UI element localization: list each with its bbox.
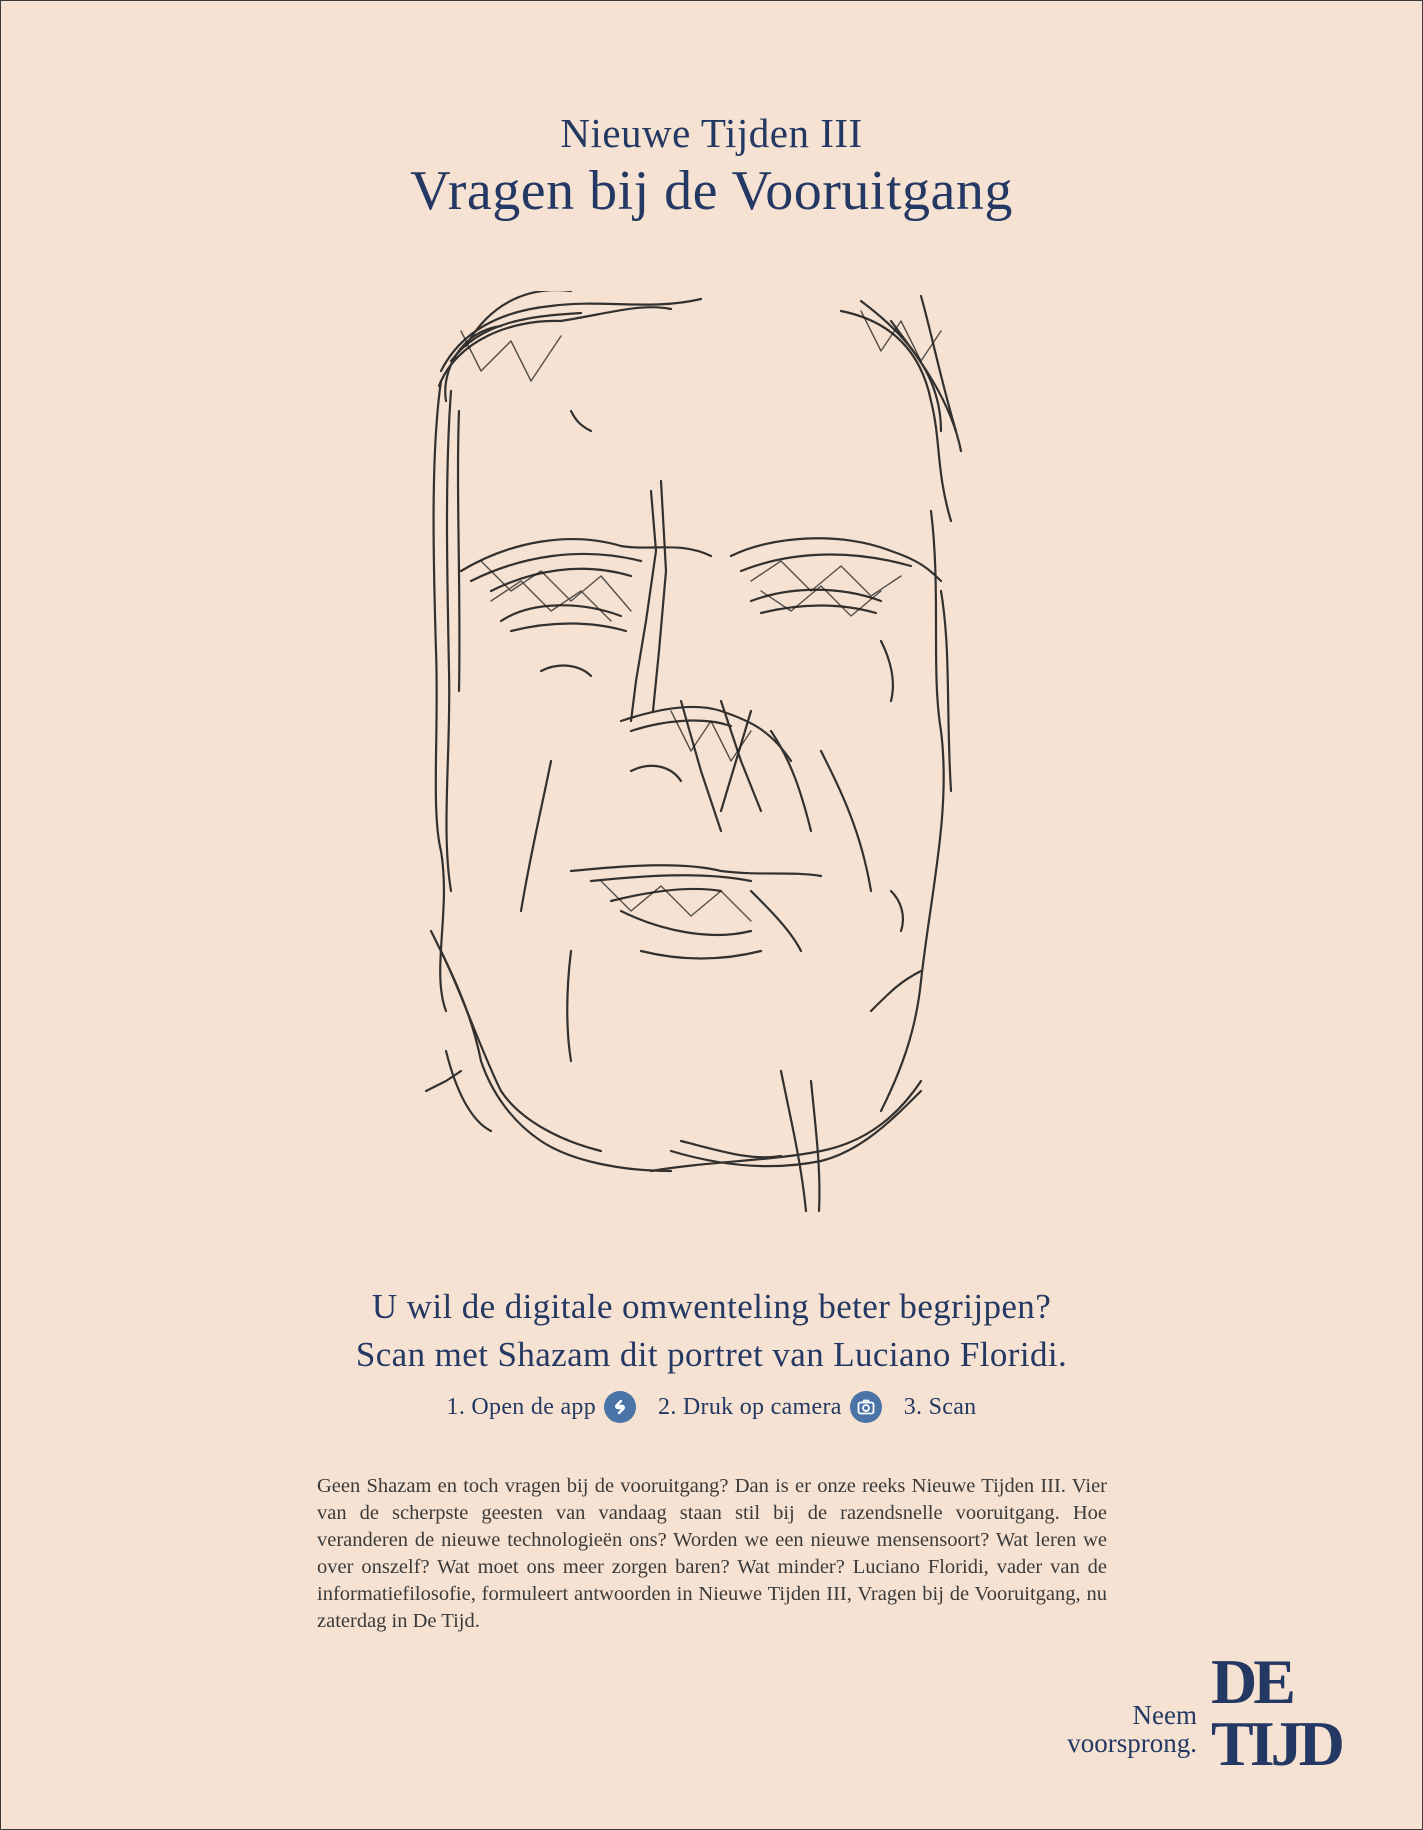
step-press-camera [658,1391,882,1423]
logo-line-2: TIJD [1211,1708,1341,1775]
headline [1,1283,1422,1379]
de-tijd-logo [1209,1645,1359,1775]
step-scan [904,1394,977,1421]
step-label: 3. Scan [903,1393,977,1420]
step-label: 1. Open de app [446,1393,597,1420]
headline-line-2: Scan met Shazam dit portret van Luciano Floridi. [355,1335,1068,1374]
headline-line-1: U wil de digitale omwenteling beter begrijpen? [371,1287,1052,1326]
slogan-line-1: Neem [1132,1700,1197,1730]
step-label: 2. Druk op camera [658,1393,842,1420]
series-kicker: Nieuwe Tijden III [560,110,863,156]
slogan-line-2: voorsprong. [1067,1728,1197,1758]
sketch-portrait-image [421,291,1061,1231]
logo-line-1: DE [1211,1646,1292,1717]
slogan [1011,1701,1197,1757]
step-open-app [447,1391,637,1423]
page-title: Vragen bij de Vooruitgang [410,160,1013,222]
body-paragraph: Geen Shazam en toch vragen bij de vooruitgang? Dan is er onze reeks Nieuwe Tijden III. Vier van de scherpste geesten van vandaag staan stil bij de razendsnelle vooruitgang. Hoe veranderen de nieuwe technologieën ons? Worden we een nieuwe mensensoort? Wat leren we over onszelf? Wat moet ons meer zorgen baren? Wat minder? Luciano Floridi, vader van de informatiefilosofie, formuleert antwoorden in Nieuwe Tijden III, Vragen bij de Vooruitgang, nu zaterdag in De Tijd. [317,1475,1107,1632]
scan-steps [1,1391,1422,1423]
body-copy [317,1473,1107,1635]
camera-icon [850,1391,882,1423]
shazam-icon [604,1391,636,1423]
